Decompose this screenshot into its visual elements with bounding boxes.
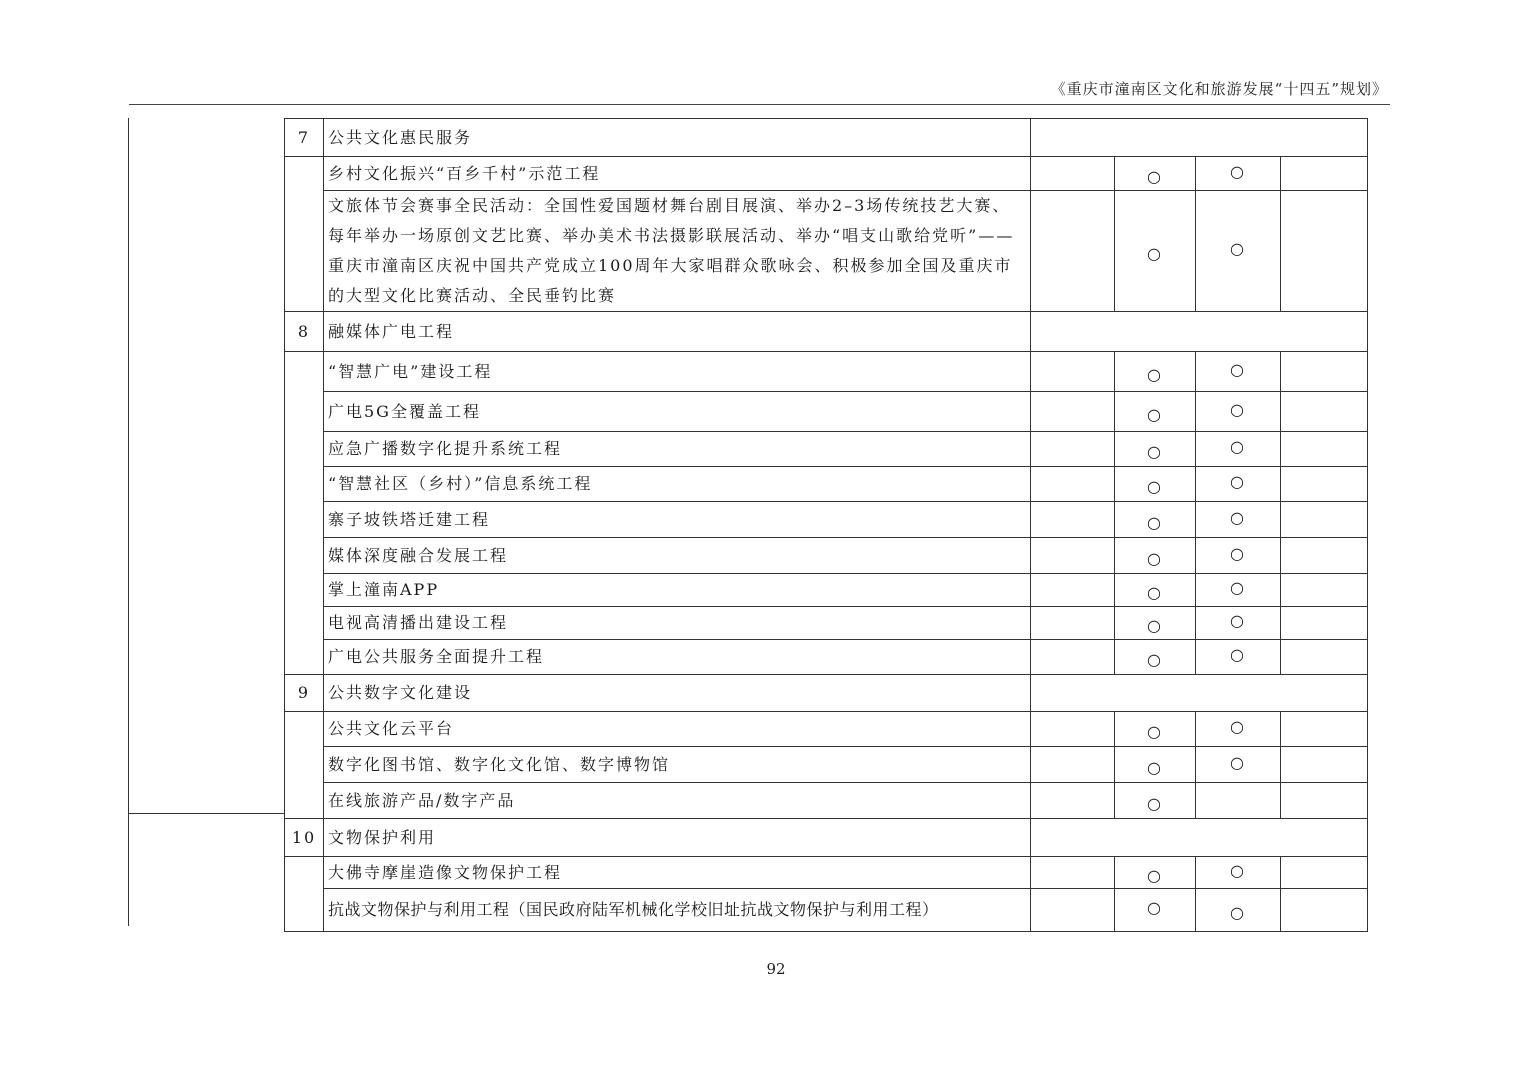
- project-name: 大佛寺摩崖造像文物保护工程: [324, 857, 1031, 889]
- circle-mark: ○: [1115, 712, 1196, 747]
- header-divider: [129, 104, 1390, 105]
- blank-cell: [1281, 574, 1368, 607]
- blank-cell: [1031, 783, 1115, 819]
- blank-cell: [1281, 747, 1368, 783]
- circle-mark: ○: [1115, 574, 1196, 607]
- circle-mark: ○: [1115, 191, 1196, 312]
- document-running-title: 《重庆市潼南区文化和旅游发展“十四五”规划》: [1050, 80, 1388, 98]
- section-number: 9: [285, 675, 324, 712]
- section-number: 8: [285, 312, 324, 352]
- section-header-row: [285, 675, 1368, 712]
- circle-mark: ○: [1115, 857, 1196, 889]
- circle-mark: ○: [1196, 352, 1281, 392]
- blank-cell: [1031, 191, 1115, 312]
- section-number: 10: [285, 819, 324, 857]
- project-name: 公共文化云平台: [324, 712, 1031, 747]
- table-row: [285, 157, 1368, 191]
- table-row: [285, 783, 1368, 819]
- blank-cell: [1031, 392, 1115, 432]
- project-name: 在线旅游产品/数字产品: [324, 783, 1031, 819]
- table-row: [285, 574, 1368, 607]
- blank-cell: [1031, 712, 1115, 747]
- circle-mark: ○: [1115, 538, 1196, 574]
- circle-mark: ○: [1196, 857, 1281, 889]
- circle-mark: ○: [1115, 889, 1196, 932]
- blank-cell: [1281, 467, 1368, 502]
- section-header-blank: [1031, 312, 1368, 352]
- table-row: [285, 392, 1368, 432]
- circle-mark: ○: [1196, 467, 1281, 502]
- blank-cell: [1031, 157, 1115, 191]
- circle-mark: ○: [1196, 574, 1281, 607]
- blank-cell: [1281, 889, 1368, 932]
- circle-mark: ○: [1115, 640, 1196, 675]
- table-row: [285, 857, 1368, 889]
- blank-cell: [1281, 392, 1368, 432]
- circle-mark: ○: [1196, 640, 1281, 675]
- outer-table-left-border: [128, 118, 129, 926]
- page-number: 92: [766, 960, 786, 978]
- table-row: [285, 889, 1368, 932]
- section-header-blank: [1031, 675, 1368, 712]
- blank-cell: [1281, 191, 1368, 312]
- blank-cell: [1031, 432, 1115, 467]
- table-row: [285, 432, 1368, 467]
- number-cell-blank: [285, 857, 324, 932]
- project-name: 乡村文化振兴“百乡千村”示范工程: [324, 157, 1031, 191]
- circle-mark: ○: [1196, 607, 1281, 640]
- circle-mark: ○: [1115, 747, 1196, 783]
- section-header-row: [285, 819, 1368, 857]
- blank-cell: [1031, 889, 1115, 932]
- table-row: [285, 538, 1368, 574]
- table-row: [285, 747, 1368, 783]
- project-name: 掌上潼南APP: [324, 574, 1031, 607]
- blank-cell: [1281, 432, 1368, 467]
- circle-mark: ○: [1196, 712, 1281, 747]
- table-row: [285, 352, 1368, 392]
- circle-mark: ○: [1115, 157, 1196, 191]
- project-name: “智慧广电”建设工程: [324, 352, 1031, 392]
- project-name: 电视高清播出建设工程: [324, 607, 1031, 640]
- project-name: 广电公共服务全面提升工程: [324, 640, 1031, 675]
- circle-mark: ○: [1196, 392, 1281, 432]
- outer-table-group-divider: [128, 813, 285, 814]
- project-name: 抗战文物保护与利用工程（国民政府陆军机械化学校旧址抗战文物保护与利用工程）: [324, 889, 1031, 932]
- section-title: 公共数字文化建设: [324, 675, 1031, 712]
- blank-cell: [1031, 640, 1115, 675]
- project-name: 数字化图书馆、数字化文化馆、数字博物馆: [324, 747, 1031, 783]
- circle-mark: ○: [1115, 467, 1196, 502]
- number-cell-blank: [285, 157, 324, 312]
- table-row: [285, 191, 1368, 312]
- project-table: [284, 118, 1368, 932]
- project-name: 寨子坡铁塔迁建工程: [324, 502, 1031, 538]
- section-number: 7: [285, 119, 324, 157]
- blank-cell: [1031, 607, 1115, 640]
- circle-mark: ○: [1196, 889, 1281, 932]
- circle-mark: ○: [1196, 191, 1281, 312]
- blank-cell: [1281, 157, 1368, 191]
- circle-mark: ○: [1196, 747, 1281, 783]
- table-row: [285, 502, 1368, 538]
- section-title: 文物保护利用: [324, 819, 1031, 857]
- circle-mark: ○: [1115, 607, 1196, 640]
- blank-cell: [1281, 607, 1368, 640]
- section-title: 公共文化惠民服务: [324, 119, 1031, 157]
- blank-cell: [1281, 538, 1368, 574]
- blank-cell: [1281, 502, 1368, 538]
- blank-cell: [1281, 783, 1368, 819]
- blank-cell: [1281, 352, 1368, 392]
- project-name: 媒体深度融合发展工程: [324, 538, 1031, 574]
- circle-mark: ○: [1196, 538, 1281, 574]
- circle-mark: ○: [1115, 783, 1196, 819]
- circle-mark: ○: [1196, 502, 1281, 538]
- circle-mark: [1196, 783, 1281, 819]
- circle-mark: ○: [1115, 392, 1196, 432]
- section-title: 融媒体广电工程: [324, 312, 1031, 352]
- project-name: “智慧社区（乡村）”信息系统工程: [324, 467, 1031, 502]
- blank-cell: [1031, 857, 1115, 889]
- table-row: [285, 467, 1368, 502]
- table-row: [285, 640, 1368, 675]
- blank-cell: [1281, 712, 1368, 747]
- table-row: [285, 607, 1368, 640]
- blank-cell: [1031, 574, 1115, 607]
- blank-cell: [1031, 747, 1115, 783]
- table-row: [285, 712, 1368, 747]
- project-name: 文旅体节会赛事全民活动：全国性爱国题材舞台剧目展演、举办2–3场传统技艺大赛、每年举办一场原创文艺比赛、举办美术书法摄影联展活动、举办“唱支山歌给党听”——重庆市潼南区庆祝中国共产党成立100周年大家唱群众歌咏会、积极参加全国及重庆市的大型文化比赛活动、全民垂钓比赛: [324, 191, 1031, 312]
- section-header-blank: [1031, 819, 1368, 857]
- circle-mark: ○: [1115, 352, 1196, 392]
- blank-cell: [1031, 538, 1115, 574]
- circle-mark: ○: [1115, 502, 1196, 538]
- section-header-row: [285, 312, 1368, 352]
- blank-cell: [1031, 502, 1115, 538]
- blank-cell: [1031, 352, 1115, 392]
- circle-mark: ○: [1196, 157, 1281, 191]
- blank-cell: [1281, 857, 1368, 889]
- number-cell-blank: [285, 352, 324, 675]
- circle-mark: ○: [1115, 432, 1196, 467]
- number-cell-blank: [285, 712, 324, 819]
- section-header-blank: [1031, 119, 1368, 157]
- project-name: 广电5G全覆盖工程: [324, 392, 1031, 432]
- section-header-row: [285, 119, 1368, 157]
- circle-mark: ○: [1196, 432, 1281, 467]
- blank-cell: [1281, 640, 1368, 675]
- blank-cell: [1031, 467, 1115, 502]
- project-name: 应急广播数字化提升系统工程: [324, 432, 1031, 467]
